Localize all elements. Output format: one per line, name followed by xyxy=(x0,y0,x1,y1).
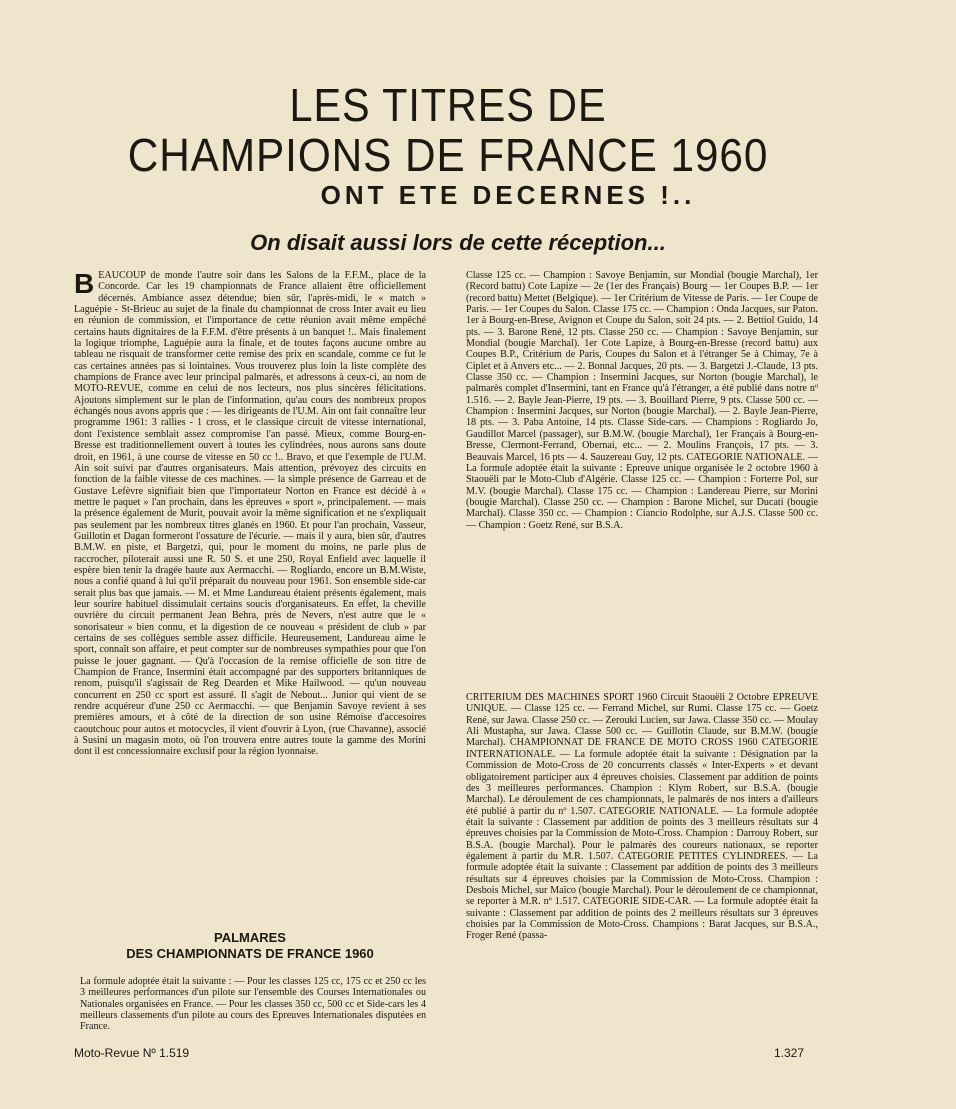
palmares-text: La formule adoptée était la suivante : — Pour les classes 125 cc, 175 cc et 250 cc les 3 meilleures performances d'un pilote sur l'ensemble des Courses Internationales ou Nationales organisées en France. — Pour les classes 350 cc, 500 cc et Side-cars les 4 meilleurs classements d'un pilote au cours des Epreuves Internationales disputées en France. xyxy=(80,976,426,1033)
tagline: On disait aussi lors de cette réception... xyxy=(250,230,666,255)
article-body-right: Classe 125 cc. — Champion : Savoye Benjamin, sur Mondial (bougie Marchal), 1er (Record battu) Cote Lapize — 2e (1er des Français) Bourg — 1er Coupes B.P. — 1er (record battu) Mettet (Belgique). — 1er Critérium de Vitesse de Paris. — 1er Coupe de Paris. — 1er Coupes du Salon. Classe 175 cc. — Champion : Onda Jacques, sur Paton. 1er à Bourg-en-Brese, Avignon et Coupe du Salon, soit 24 pts. — 2. Bettiol Guido, 14 pts. — 3. Barone René, 12 pts. Classe 250 cc. — Champion : Savoye Benjamin, sur Mondial (bougie Marchal). 1er Cote Lapize, à Bourg-en-Bresse (record battu) aux Coupes B.P., Critérium de Paris, Coupes du Salon et à l'étranger 5e à Chimay, 7e à Ciplet et à Anvers etc... — 2. Bonnal Jacques, 20 pts. — 3. Bargetzi J.-Claude, 13 pts. Classe 350 cc. — Champion : Insermini Jacques, sur Norton (bougie Marchal), le palmarès complet d'Insermini, tant en France qu'à l'étranger, a été publié dans notre nº 1.516. — 2. Bayle Jean-Pierre, 19 pts. — 3. Bouillard Pierre, 9 pts. Classe 500 cc. — Champion : Insermini Jacques, sur Norton (bougie Marchal). — 2. Bayle Jean-Pierre, 18 pts. — 3. Paba Antoine, 14 pts. Classe Side-cars. — Champions : Rogliardo Jo, Gaudillot Marcel (passager), sur B.M.W. (bougie Marchal), 1er Français à Bourg-en-Bresse, Clermont-Ferrand, Obernai, etc... — 2. Moulins François, 17 pts. — 3. Beauvais Marcel, 16 pts — 4. Sauzereau Guy, 12 pts. CATEGORIE NATIONALE. — La formule adoptée était la suivante : Epreuve unique organisée le 2 octobre 1960 à Staouëli par le Moto-Club d'Algérie. Classe 125 cc. — Champion : Forterre Pol, sur M.V. (bougie Marchal). Classe 175 cc. — Champion : Landereau Pierre, sur Morini (bougie Marchal). Classe 250 cc. — Champion : Barone Michel, sur Ducati (bougie Marchal). Classe 350 cc. — Champion : Ciancio Rodolphe, sur A.J.S. Classe 500 cc. — Champion : Goetz René, sur B.S.A. xyxy=(466,270,818,531)
article-left-column xyxy=(74,268,426,758)
footer-page-number: 1.327 xyxy=(774,1046,805,1060)
drop-cap: B xyxy=(74,268,95,299)
article-body-left: EAUCOUP de monde l'autre soir dans les Salons de la F.F.M., place de la Concorde. Car les 19 championnats de France allaient être officiellement décernés. Ambiance assez détendue; bien sûr, l'après-midi, le « match » Laguépie - St-Brieuc au sujet de la finale du championnat de cross Inter avait eu lieu en réunion de commission, et l'importance de cette réunion avait même empêché certains hauts dignitaires de la F.F.M. d'être présents à un banquet !.. Mais finalement la logique triomphe, Laguépie aura la finale, et de toutes façons aucune ombre au tableau ne risquait de transformer cette remise des prix en scandale, comme ce fut le cas certaines années pas si lointaines. Vous trouverez plus loin la liste complète des champions de France avec leur principal palmarès, et adressons à ceux-ci, au nom de MOTO-REVUE, comme en celui de nos lecteurs, nos plus sincères félicitations. Ajoutons simplement sur le plan de l'information, qu'au cours des nombreux propos échangés nous avons appris que : — les dirigeants de l'U.M. Ain ont fait connaître leur programme 1961: 3 rallies - 1 cross, et le classique circuit de vitesse international, dont l'existence semblait assez compromise l'an passé. Mieux, comme Bourg-en-Bresse est traditionnellement ouvert à toutes les cylindrées, nous aurons sans doute droit, en 1961, à une course de vitesse en 50 cc !.. Bravo, et que l'exemple de l'U.M. Ain soit suivi par d'autres organisateurs. Mais attention, prévoyez des circuits en fonction de la faible vitesse de ces machines. — la simple présence de Garreau et de Gustave Lefèvre signifiait bien que l'importateur Norton en France est décidé à « mettre le paquet » l'an prochain, dans les épreuves « sport », principalement. — mais la présence également de Murit, pouvait avoir la même signification et ne s'expliquait pas seulement par les nombreux titres glanés en 1960. Et pour l'an prochain, Vasseur, Guillotin et Dagan formeront l'ossature de l'écurie. — mais il y aura, bien sûr, d'autres B.M.W. en piste, et Bargetzi, qui, pour le moment du moins, ne parle plus de raccrocher, piloterait aussi une R. 50 S. et une 250, Royal Enfield avec laquelle il espère bien tenir la dragée haute aux Aermacchi. — Rogliardo, encore un B.M.Wiste, nous a confié quand à lui qu'il préparait du nouveau pour 1961. Son ensemble side-car serait plus bas que jamais. — M. et Mme Landureau étaient présents également, mais leur sourire habituel dissimulait certains soucis d'organisateurs. En effet, la cheville ouvrière du circuit permanent Jean Behra, près de Nevers, n'est autre que le « sonorisateur » bien connu, et la digestion de ce nouveau « président de club » par certains de ses collègues semble assez difficile. Heureusement, Landureau aime le sport, connaît son affaire, et peut compter sur de nombreuses sympathies pour que l'on puisse le jouer gagnant. — Qu'à l'occasion de la remise officielle de son titre de Champion de France, Insermini était accompagné par des supporters britanniques de renom, puisqu'il s'agissait de Reg Dearden et Mike Hailwood. — qu'un nouveau concurrent en 250 cc sport est assuré. Il s'agit de Nebout... Junior qui vient de se rendre acquéreur d'une 250 cc Aermacchi. — que Benjamin Savoye revient à ses premières amours, et à côté de la direction de son usine Rémoise d'accesoires caoutchouc pour autos et motocycles, il vient d'ouvrir à Lyon, (rue Chavanne), associé à Susini un magasin moto, où l'on trouvera entre autres toute la gamme des Morini dont il est concessionnaire exclusif pour la région lyonnaise. xyxy=(74,270,426,758)
headline-line-3: ONT ETE DECERNES !.. xyxy=(320,180,696,210)
palmares-title: PALMARES xyxy=(214,930,286,945)
headline-line-1: LES TITRES DE xyxy=(289,79,607,131)
article-right-column xyxy=(466,270,818,680)
palmares-subtitle: DES CHAMPIONNATS DE FRANCE 1960 xyxy=(126,946,374,961)
article-body-right-continued: CRITERIUM DES MACHINES SPORT 1960 Circuit Staouëli 2 Octobre EPREUVE UNIQUE. — Classe 125 cc. — Ferrand Michel, sur Rumi. Classe 175 cc. — Goetz René, sur Jawa. Classe 250 cc. — Zerouki Lucien, sur Jawa. Classe 350 cc. — Moulay Ali Mustapha, sur Jawa. Classe 500 cc. — Guillotin Claude, sur B.M.W. (bougie Marchal). CHAMPIONNAT DE FRANCE DE MOTO CROSS 1960 CATEGORIE INTERNATIONALE. — La formule adoptée était la suivante : Désignation par la Commission de Moto-Cross de 20 concurrents classés « Inter-Experts » et devant obligatoirement participer aux 4 épreuves choisies. Classement par addition de points des 3 meilleures performances. Champion : Klym Robert, sur B.S.A. (bougie Marchal). Le déroulement de ces championnats, le palmarès de nos inters a d'ailleurs été publié à partir du nº 1.507. CATEGORIE NATIONALE. — La formule adoptée était la suivante : Classement par addition de points des 3 meilleurs résultats sur 4 épreuves choisies par la Commission de Moto-Cross. Champion : Darrouy Robert, sur B.S.A. (bougie Marchal). Pour le palmarès des coureurs nationaux, se reporter également à partir du M.R. 1.507. CATEGORIE PETITES CYLINDREES. — La formule adoptée était la suivante : Classement par addition de points des 3 meilleurs résultats sur 4 épreuves choisies par la Commission de Moto-Cross. Champion : Desbois Michel, sur Maïco (bougie Marchal). Pour le déroulement de ce championnat, se reporter à M.R. nº 1.517. CATEGORIE SIDE-CAR. — La formule adoptée était la suivante : Classement par addition de points des 2 meilleurs résultats sur 3 épreuves choisies par la Commission de Moto-Cross. Champions : Barat Jacques, sur B.S.A., Froger René (passa- xyxy=(466,692,818,942)
headline-line-2: CHAMPIONS DE FRANCE 1960 xyxy=(127,129,769,181)
footer-publication: Moto-Revue Nº 1.519 xyxy=(74,1046,190,1060)
